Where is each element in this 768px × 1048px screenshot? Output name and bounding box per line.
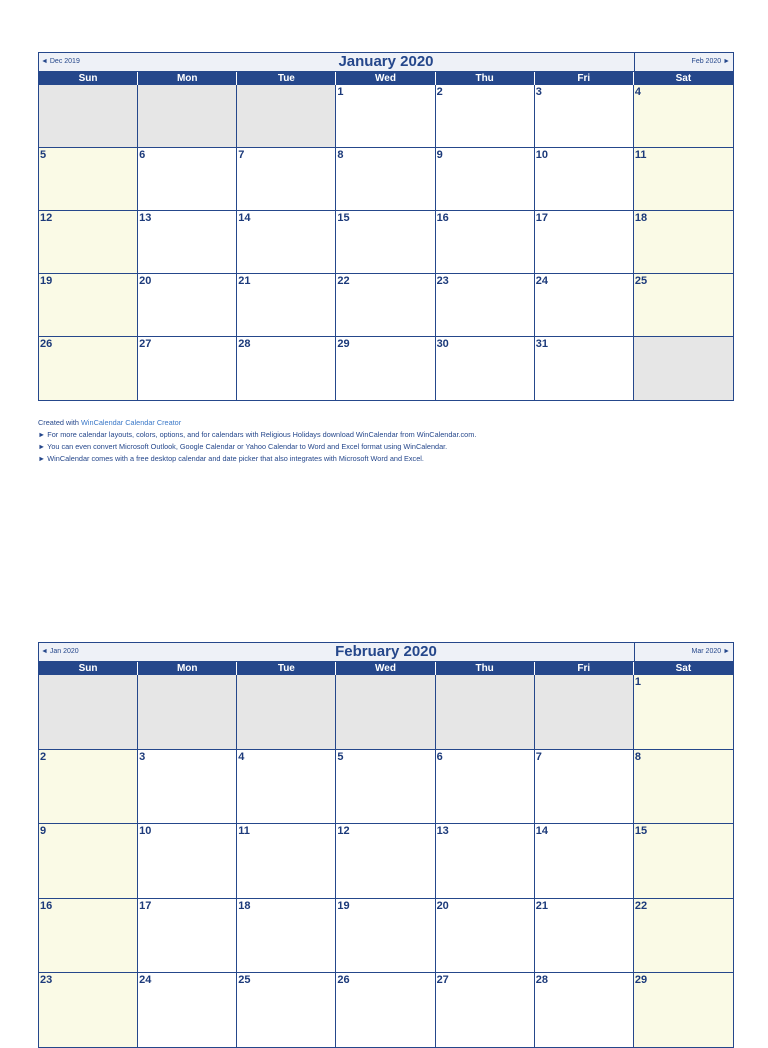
day-cell[interactable] (535, 973, 634, 1048)
calendar-header (39, 643, 733, 662)
weekday-wed: Wed (336, 72, 435, 85)
calendar-february (38, 642, 734, 1048)
day-cell[interactable] (138, 973, 237, 1048)
day-number: 12 (337, 825, 350, 837)
empty-day-cell (336, 675, 435, 750)
day-number: 7 (535, 750, 542, 763)
day-number: 3 (535, 86, 542, 98)
day-cell[interactable] (535, 85, 634, 148)
day-number: 15 (634, 825, 648, 837)
day-number: 4 (634, 86, 641, 98)
day-cell[interactable] (237, 973, 336, 1048)
empty-day-cell (237, 85, 336, 148)
empty-day-cell (39, 675, 138, 750)
day-number: 26 (40, 338, 53, 350)
day-cell[interactable] (237, 899, 336, 974)
weekday-fri: Fri (535, 662, 634, 675)
empty-day-cell (237, 675, 336, 750)
day-number: 2 (436, 86, 443, 98)
next-month-link[interactable]: Mar 2020 ► (691, 648, 730, 655)
day-number: 26 (337, 974, 350, 986)
day-number: 30 (436, 338, 449, 350)
day-cell[interactable] (336, 148, 435, 211)
day-number: 8 (634, 750, 641, 763)
day-cell[interactable] (237, 211, 336, 274)
day-number: 29 (634, 974, 648, 986)
day-number: 24 (535, 275, 548, 287)
day-grid (39, 675, 733, 1048)
creator-link[interactable]: WinCalendar Calendar Creator (81, 418, 182, 427)
header-divider (634, 53, 635, 71)
day-number: 16 (436, 212, 449, 224)
day-number: 23 (436, 275, 449, 287)
day-number: 18 (238, 899, 251, 912)
day-number: 20 (139, 275, 152, 287)
day-number: 19 (40, 275, 53, 287)
day-number: 7 (238, 149, 245, 161)
empty-day-cell (436, 675, 535, 750)
day-cell[interactable] (634, 973, 733, 1048)
day-cell[interactable] (39, 750, 138, 825)
day-number: 17 (535, 212, 548, 224)
day-cell[interactable] (634, 85, 733, 148)
day-cell[interactable] (634, 148, 733, 211)
footer-line-3: ► WinCalendar comes with a free desktop calendar and date picker that also integrates with Microsoft Word and Excel. (38, 454, 424, 463)
day-number: 4 (238, 750, 245, 763)
day-cell[interactable] (336, 824, 435, 899)
day-cell[interactable] (138, 148, 237, 211)
day-number: 25 (634, 275, 648, 287)
day-number: 18 (634, 212, 648, 224)
day-number: 14 (535, 825, 548, 837)
empty-day-cell (138, 675, 237, 750)
day-number: 27 (436, 974, 449, 986)
weekday-header (39, 72, 733, 85)
day-number: 11 (634, 149, 647, 161)
footer-notes (38, 417, 476, 465)
day-number: 10 (535, 149, 548, 161)
day-number: 22 (634, 899, 648, 912)
day-cell[interactable] (535, 337, 634, 400)
day-cell[interactable] (436, 274, 535, 337)
weekday-tue: Tue (237, 72, 336, 85)
day-cell[interactable] (336, 973, 435, 1048)
day-cell[interactable] (436, 899, 535, 974)
day-grid (39, 85, 733, 400)
day-cell[interactable] (39, 973, 138, 1048)
day-number: 21 (238, 275, 251, 287)
day-cell[interactable] (436, 148, 535, 211)
day-number: 27 (139, 338, 152, 350)
day-cell[interactable] (138, 824, 237, 899)
day-cell[interactable] (535, 824, 634, 899)
day-cell[interactable] (39, 274, 138, 337)
calendar-header (39, 53, 733, 72)
day-number: 28 (535, 974, 548, 986)
day-number: 22 (337, 275, 350, 287)
day-cell[interactable] (436, 973, 535, 1048)
day-number: 9 (436, 149, 443, 161)
day-cell[interactable] (535, 899, 634, 974)
day-cell[interactable] (634, 675, 733, 750)
next-month-link[interactable]: Feb 2020 ► (691, 58, 730, 65)
day-number: 17 (139, 899, 152, 912)
day-cell[interactable] (39, 148, 138, 211)
empty-day-cell (535, 675, 634, 750)
day-number: 1 (337, 86, 344, 98)
day-cell[interactable] (336, 85, 435, 148)
header-divider (634, 643, 635, 661)
prev-month-link[interactable]: ◄ Jan 2020 (41, 648, 79, 655)
weekday-mon: Mon (138, 662, 237, 675)
day-cell[interactable] (336, 899, 435, 974)
day-number: 10 (139, 825, 152, 837)
day-cell[interactable] (634, 824, 733, 899)
day-number: 15 (337, 212, 350, 224)
weekday-fri: Fri (535, 72, 634, 85)
weekday-header (39, 662, 733, 675)
day-cell[interactable] (138, 899, 237, 974)
weekday-sun: Sun (39, 662, 138, 675)
day-number: 23 (40, 974, 53, 986)
day-number: 6 (139, 149, 146, 161)
month-title: February 2020 (335, 643, 437, 660)
day-cell[interactable] (436, 824, 535, 899)
day-number: 16 (40, 899, 53, 912)
day-cell[interactable] (634, 274, 733, 337)
day-cell[interactable] (336, 337, 435, 400)
day-cell[interactable] (436, 85, 535, 148)
day-cell[interactable] (336, 274, 435, 337)
day-cell[interactable] (634, 899, 733, 974)
day-number: 19 (337, 899, 350, 912)
day-cell[interactable] (436, 211, 535, 274)
prev-month-link[interactable]: ◄ Dec 2019 (41, 58, 80, 65)
day-cell[interactable] (436, 750, 535, 825)
day-cell[interactable] (138, 750, 237, 825)
day-number: 25 (238, 974, 251, 986)
footer-line-1: ► For more calendar layouts, colors, options, and for calendars with Religious Holidays download WinCalendar from WinCalendar.com. (38, 430, 477, 439)
day-cell[interactable] (237, 750, 336, 825)
day-cell[interactable] (237, 274, 336, 337)
day-cell[interactable] (535, 148, 634, 211)
day-cell[interactable] (237, 148, 336, 211)
day-number: 29 (337, 338, 350, 350)
day-cell[interactable] (634, 750, 733, 825)
day-number: 13 (139, 212, 152, 224)
day-cell[interactable] (39, 899, 138, 974)
footer-created (38, 417, 476, 429)
day-cell[interactable] (39, 824, 138, 899)
day-number: 28 (238, 338, 251, 350)
day-number: 24 (139, 974, 152, 986)
day-cell[interactable] (535, 274, 634, 337)
day-cell[interactable] (138, 337, 237, 400)
day-cell[interactable] (39, 337, 138, 400)
day-cell[interactable] (336, 750, 435, 825)
day-number: 13 (436, 825, 449, 837)
day-cell[interactable] (634, 211, 733, 274)
day-number: 20 (436, 899, 449, 912)
day-cell[interactable] (535, 211, 634, 274)
day-number: 5 (337, 750, 344, 763)
weekday-tue: Tue (237, 662, 336, 675)
day-cell[interactable] (138, 274, 237, 337)
day-number: 14 (238, 212, 251, 224)
empty-day-cell (138, 85, 237, 148)
day-number: 21 (535, 899, 548, 912)
day-number: 11 (238, 825, 250, 837)
calendar-january (38, 52, 734, 401)
day-number: 6 (436, 750, 443, 763)
day-number: 9 (40, 825, 47, 837)
weekday-mon: Mon (138, 72, 237, 85)
day-number: 5 (40, 149, 47, 161)
day-cell[interactable] (336, 211, 435, 274)
day-number: 2 (40, 750, 47, 763)
weekday-sat: Sat (675, 663, 692, 674)
day-number: 8 (337, 149, 344, 161)
day-cell[interactable] (535, 750, 634, 825)
day-number: 12 (40, 212, 53, 224)
day-cell[interactable] (436, 337, 535, 400)
day-number: 3 (139, 750, 146, 763)
weekday-thu: Thu (436, 662, 535, 675)
month-title: January 2020 (338, 53, 434, 70)
day-number: 31 (535, 338, 548, 350)
weekday-thu: Thu (436, 72, 535, 85)
empty-day-cell (39, 85, 138, 148)
day-cell[interactable] (138, 211, 237, 274)
day-cell[interactable] (237, 337, 336, 400)
weekday-sun: Sun (39, 72, 138, 85)
empty-day-cell (634, 337, 733, 400)
created-prefix: Created with (38, 418, 81, 427)
weekday-wed: Wed (336, 662, 435, 675)
day-cell[interactable] (237, 824, 336, 899)
day-number: 1 (634, 676, 641, 688)
footer-line-2: ► You can even convert Microsoft Outlook, Google Calendar or Yahoo Calendar to Word and Excel format using WinCalendar. (38, 442, 448, 451)
day-cell[interactable] (39, 211, 138, 274)
weekday-sat: Sat (675, 73, 692, 84)
